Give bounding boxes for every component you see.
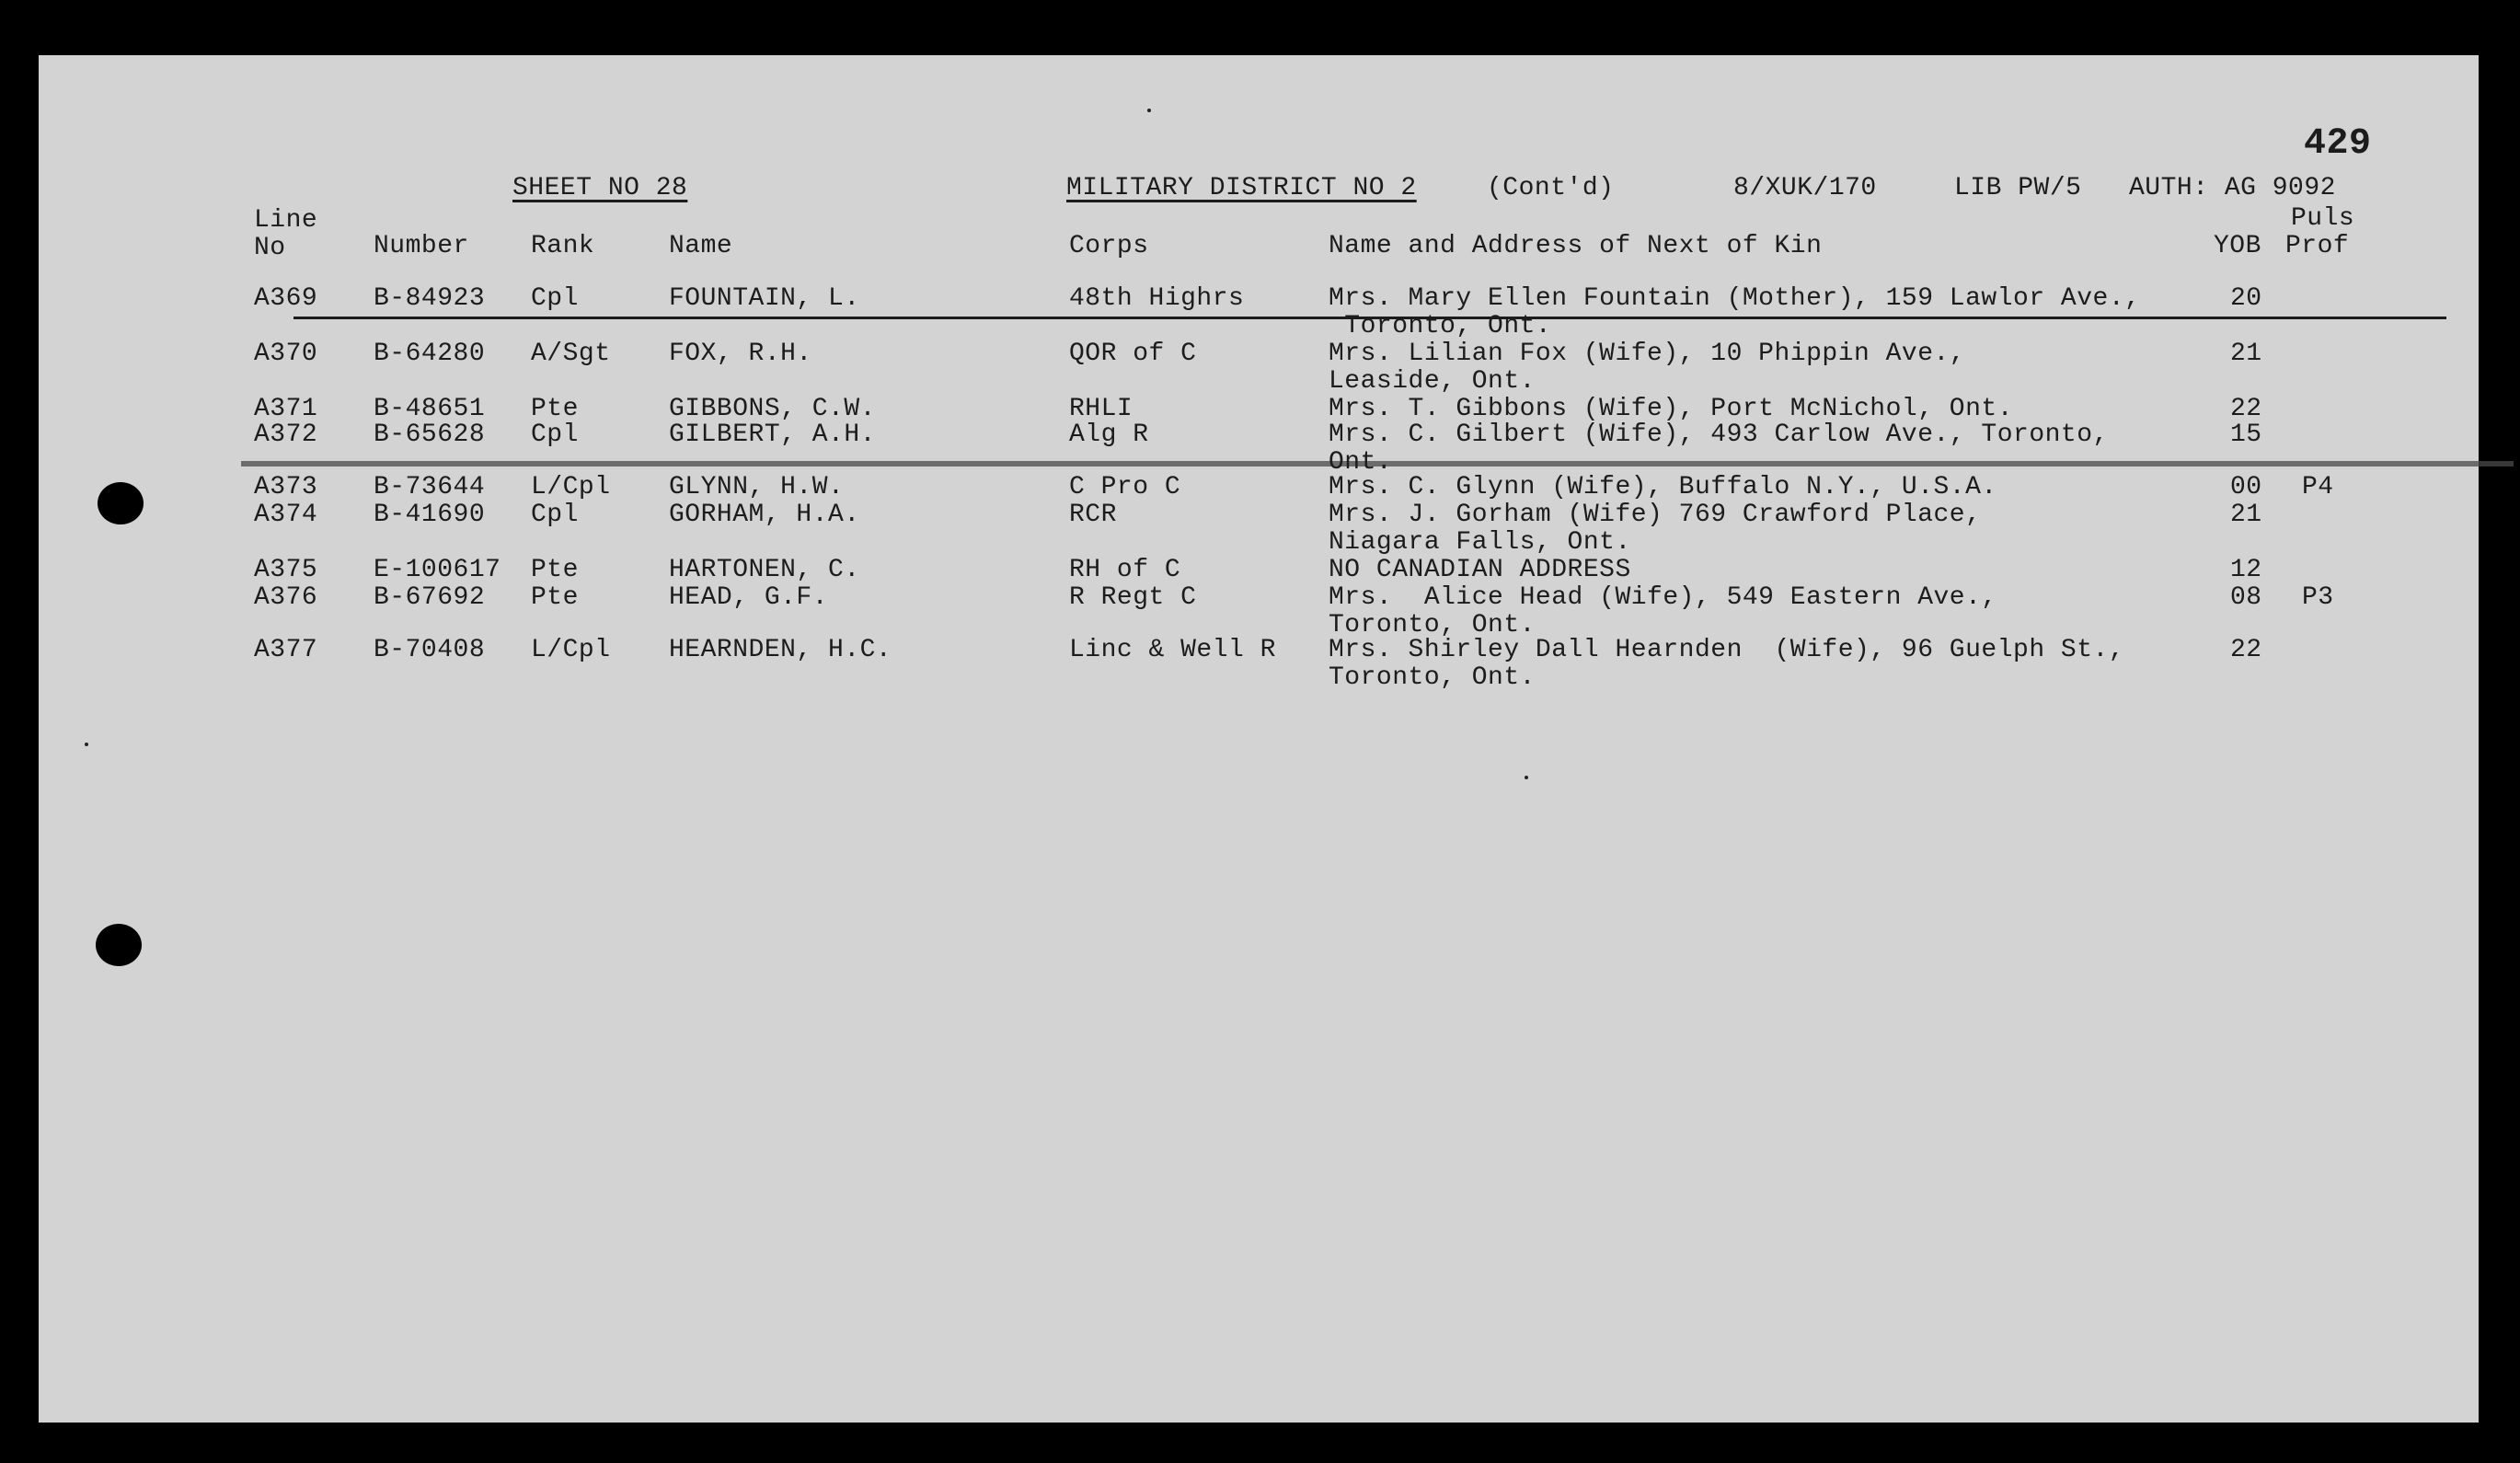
- punch-hole: [96, 924, 142, 966]
- row-next-of-kin-cont: Toronto, Ont.: [1329, 611, 1536, 639]
- row-name: GIBBONS, C.W.: [669, 395, 876, 423]
- row-rank: L/Cpl: [531, 636, 611, 664]
- speck: [1147, 109, 1151, 112]
- col-puls-bottom: Prof: [2285, 232, 2350, 260]
- row-number: B-84923: [374, 284, 486, 313]
- row-corps: 48th Highrs: [1069, 284, 1245, 313]
- row-number: E-100617: [374, 556, 501, 584]
- row-number: B-70408: [374, 636, 486, 664]
- row-rank: L/Cpl: [531, 473, 611, 501]
- row-next-of-kin: Mrs. C. Gilbert (Wife), 493 Carlow Ave., Toronto,: [1329, 420, 2109, 449]
- row-next-of-kin: NO CANADIAN ADDRESS: [1329, 556, 1631, 584]
- row-next-of-kin: Mrs. Alice Head (Wife), 549 Eastern Ave.,: [1329, 583, 1997, 612]
- row-corps: R Regt C: [1069, 583, 1197, 612]
- row-yob: 21: [2230, 340, 2262, 368]
- row-rank: Pte: [531, 556, 579, 584]
- row-yob: 00: [2230, 473, 2262, 501]
- col-rank: Rank: [531, 232, 595, 260]
- row-number: B-65628: [374, 420, 486, 449]
- row-corps: C Pro C: [1069, 473, 1181, 501]
- row-next-of-kin-cont: Ont.: [1329, 448, 1393, 477]
- row-next-of-kin: Mrs. C. Glynn (Wife), Buffalo N.Y., U.S.A.: [1329, 473, 1997, 501]
- row-corps: Alg R: [1069, 420, 1149, 449]
- row-next-of-kin: Mrs. Mary Ellen Fountain (Mother), 159 Lawlor Ave.,: [1329, 284, 2141, 313]
- row-corps: QOR of C: [1069, 340, 1197, 368]
- row-number: B-41690: [374, 501, 486, 529]
- row-number: B-64280: [374, 340, 486, 368]
- col-number: Number: [374, 232, 469, 260]
- col-line-top: Line: [254, 206, 318, 235]
- col-name: Name: [669, 232, 733, 260]
- row-yob: 22: [2230, 395, 2262, 423]
- row-corps: RCR: [1069, 501, 1117, 529]
- row-yob: 08: [2230, 583, 2262, 612]
- col-yob: YOB: [2214, 232, 2261, 260]
- row-corps: RHLI: [1069, 395, 1133, 423]
- row-next-of-kin: Mrs. Shirley Dall Hearnden (Wife), 96 Guelph St.,: [1329, 636, 2125, 664]
- punch-hole: [98, 482, 144, 524]
- row-name: FOUNTAIN, L.: [669, 284, 860, 313]
- row-yob: 15: [2230, 420, 2262, 449]
- row-corps: RH of C: [1069, 556, 1181, 584]
- row-number: B-73644: [374, 473, 486, 501]
- row-name: HEARNDEN, H.C.: [669, 636, 892, 664]
- record-card: [39, 55, 2479, 1423]
- military-district: MILITARY DISTRICT NO 2: [1066, 174, 1417, 202]
- row-rank: A/Sgt: [531, 340, 611, 368]
- row-rank: Cpl: [531, 501, 579, 529]
- col-puls-top: Puls: [2291, 204, 2355, 233]
- col-corps: Corps: [1069, 232, 1149, 260]
- row-next-of-kin: Mrs. T. Gibbons (Wife), Port McNichol, Ont.: [1329, 395, 2014, 423]
- row-yob: 12: [2230, 556, 2262, 584]
- speck: [85, 743, 88, 746]
- row-next-of-kin: Mrs. J. Gorham (Wife) 769 Crawford Place,: [1329, 501, 1982, 529]
- row-yob: 22: [2230, 636, 2262, 664]
- sheet-number: SHEET NO 28: [512, 174, 688, 202]
- row-next-of-kin: Mrs. Lilian Fox (Wife), 10 Phippin Ave.,: [1329, 340, 1966, 368]
- row-rank: Cpl: [531, 420, 579, 449]
- speck: [1525, 776, 1528, 779]
- row-line-no: A371: [254, 395, 318, 423]
- row-name: GLYNN, H.W.: [669, 473, 845, 501]
- row-number: B-67692: [374, 583, 486, 612]
- reference-code: 8/XUK/170: [1733, 174, 1877, 202]
- row-line-no: A374: [254, 501, 318, 529]
- col-line-bottom: No: [254, 234, 286, 262]
- row-next-of-kin-cont: Leaside, Ont.: [1329, 367, 1536, 396]
- row-name: HARTONEN, C.: [669, 556, 860, 584]
- row-rank: Cpl: [531, 284, 579, 313]
- row-next-of-kin-cont: Toronto, Ont.: [1329, 312, 1552, 340]
- row-corps: Linc & Well R: [1069, 636, 1276, 664]
- row-next-of-kin-cont: Niagara Falls, Ont.: [1329, 528, 1631, 557]
- row-prof: P3: [2302, 583, 2334, 612]
- row-number: B-48651: [374, 395, 486, 423]
- row-name: GORHAM, H.A.: [669, 501, 860, 529]
- row-name: FOX, R.H.: [669, 340, 812, 368]
- row-line-no: A370: [254, 340, 318, 368]
- row-name: HEAD, G.F.: [669, 583, 829, 612]
- row-rank: Pte: [531, 395, 579, 423]
- row-yob: 20: [2230, 284, 2262, 313]
- col-next-of-kin: Name and Address of Next of Kin: [1329, 232, 1823, 260]
- lib-code: LIB PW/5: [1954, 174, 2082, 202]
- row-next-of-kin-cont: Toronto, Ont.: [1329, 663, 1536, 692]
- row-line-no: A373: [254, 473, 318, 501]
- row-prof: P4: [2302, 473, 2334, 501]
- row-rank: Pte: [531, 583, 579, 612]
- row-line-no: A372: [254, 420, 318, 449]
- row-line-no: A369: [254, 284, 318, 313]
- row-line-no: A376: [254, 583, 318, 612]
- auth-code: AUTH: AG 9092: [2129, 174, 2336, 202]
- row-line-no: A377: [254, 636, 318, 664]
- page-number: 429: [2304, 123, 2372, 165]
- row-line-no: A375: [254, 556, 318, 584]
- row-name: GILBERT, A.H.: [669, 420, 876, 449]
- continued-label: (Cont'd): [1487, 174, 1615, 202]
- row-yob: 21: [2230, 501, 2262, 529]
